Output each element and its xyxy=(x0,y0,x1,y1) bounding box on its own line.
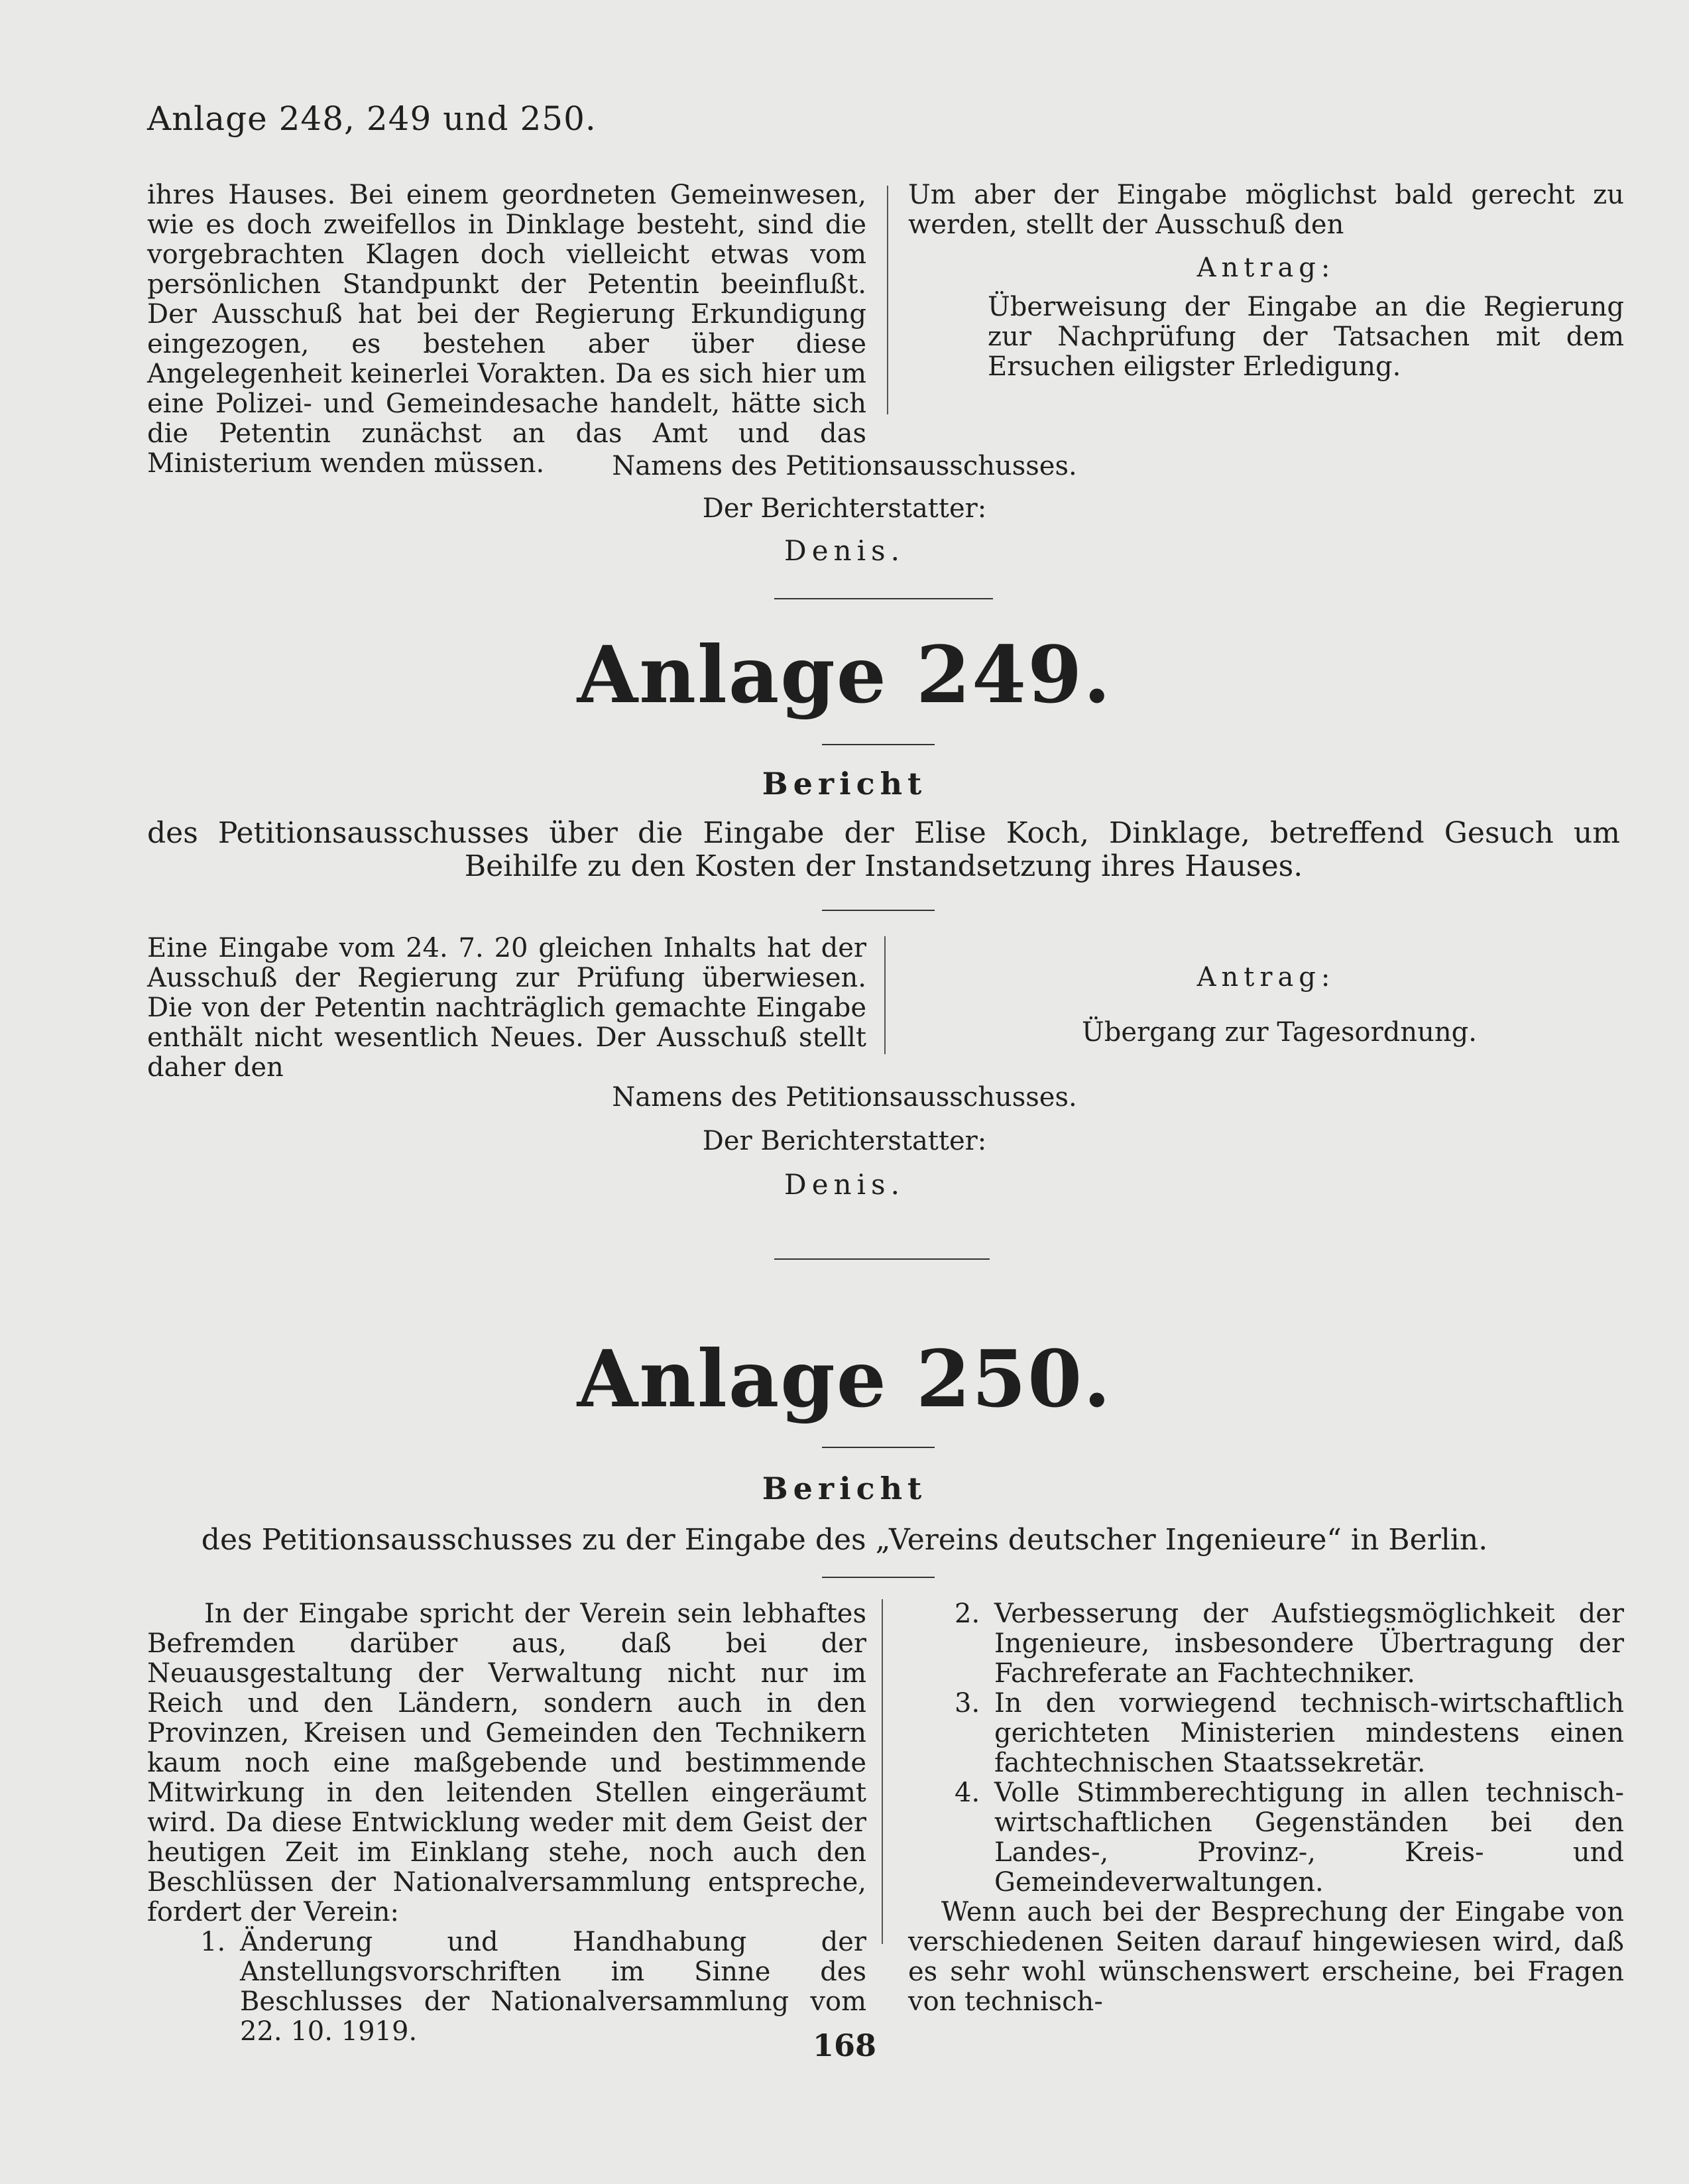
a250-left-column xyxy=(147,1599,866,2047)
page-number: 168 xyxy=(812,2028,877,2063)
a249-left-column xyxy=(147,934,866,1083)
a248-right-column xyxy=(908,180,1624,382)
section-separator xyxy=(774,1258,990,1260)
a249-signature-role: Der Berichterstatter: xyxy=(702,1126,987,1156)
subtitle-rule xyxy=(822,1577,935,1578)
a250-title: Anlage 250. xyxy=(577,1333,1112,1425)
column-divider xyxy=(884,936,886,1054)
title-rule xyxy=(822,744,935,745)
column-divider xyxy=(882,1599,883,1944)
a248-signature-committee: Namens des Petitionsausschusses. xyxy=(612,451,1077,481)
a250-item-4 xyxy=(955,1778,1624,1898)
running-head: Anlage 248, 249 und 250. xyxy=(147,99,597,138)
a250-item-2 xyxy=(955,1599,1624,1689)
item-number: 4. xyxy=(955,1778,980,1808)
a249-antrag-text: Übergang zur Tagesordnung. xyxy=(1082,1017,1477,1048)
section-separator xyxy=(774,598,993,599)
item-text: Änderung und Handhabung der Anstellungsvorschriften im Sinne des Beschlusses der Nationalversammlung vom 22. 10. 1919. xyxy=(240,1927,866,2047)
item-number: 1. xyxy=(200,1927,226,1957)
item-number: 3. xyxy=(955,1688,980,1719)
a250-bericht-heading: Bericht xyxy=(762,1471,927,1506)
subtitle-rule xyxy=(822,910,935,911)
a250-right-paragraph: Wenn auch bei der Besprechung der Eingabe von verschiedenen Seiten darauf hingewiesen wird, daß es sehr wohl wünschenswert erscheine, bei Fragen von technisch- xyxy=(908,1897,1624,2017)
a250-subtitle: des Petitionsausschusses zu der Eingabe des „Vereins deutscher Ingenieure“ in Berlin. xyxy=(201,1523,1488,1557)
a248-signature-role: Der Berichterstatter: xyxy=(702,493,987,524)
a249-subtitle: des Petitionsausschusses über die Eingabe der Elise Koch, Dinklage, betreffend Gesuch um Beihilfe zu den Kosten der Instandsetzung ihres Hauses. xyxy=(147,816,1620,883)
a250-item-3 xyxy=(955,1689,1624,1778)
a248-antrag-label: Antrag: xyxy=(1196,253,1336,283)
a249-signature-name: Denis. xyxy=(784,1168,905,1201)
a249-signature-committee: Namens des Petitionsausschusses. xyxy=(612,1082,1077,1113)
item-number: 2. xyxy=(955,1599,980,1629)
a248-right-paragraph: Um aber der Eingabe möglichst bald gerecht zu werden, stellt der Ausschuß den xyxy=(908,180,1624,240)
a248-signature-name: Denis. xyxy=(784,534,905,567)
a249-title: Anlage 249. xyxy=(577,629,1112,721)
a250-items-list xyxy=(908,1599,1624,1898)
item-text: Volle Stimmberechtigung in allen technisch-wirtschaftlichen Gegenständen bei den Landes-, Provinz-, Kreis- und Gemeindeverwaltungen. xyxy=(994,1778,1624,1898)
a249-right-column xyxy=(908,963,1624,1048)
a248-antrag-text: Überweisung der Eingabe an die Regierung zur Nachprüfung der Tatsachen mit dem Ersuchen eiligster Erledigung. xyxy=(988,292,1624,382)
a249-bericht-heading: Bericht xyxy=(762,766,927,802)
a248-left-column xyxy=(147,180,866,479)
column-divider xyxy=(887,186,888,414)
a250-right-column xyxy=(908,1599,1624,2017)
item-text: Verbesserung der Aufstiegsmöglichkeit der Ingenieure, insbesondere Übertragung der Fachreferate an Fachtechniker. xyxy=(994,1599,1624,1689)
a248-left-paragraph: ihres Hauses. Bei einem geordneten Gemeinwesen, wie es doch zweifellos in Dinklage besteht, sind die vorgebrachten Klagen doch vielleicht etwas vom persönlichen Standpunkt der Petentin beeinflußt. Der Ausschuß hat bei der Regierung Erkundigung eingezogen, es bestehen aber über diese Angelegenheit keinerlei Vorakten. Da es sich hier um eine Polizei- und Gemeindesache handelt, hätte sich die Petentin zunächst an das Amt und das Ministerium wenden müssen. xyxy=(147,180,866,479)
a249-antrag-label: Antrag: xyxy=(1196,962,1336,993)
a249-left-paragraph: Eine Eingabe vom 24. 7. 20 gleichen Inhalts hat der Ausschuß der Regierung zur Prüfung überwiesen. Die von der Petentin nachträglich gemachte Eingabe enthält nicht wesentlich Neues. Der Ausschuß stellt daher den xyxy=(147,933,866,1083)
a250-left-paragraph: In der Eingabe spricht der Verein sein lebhaftes Befremden darüber aus, daß bei der Neuausgestaltung der Verwaltung nicht nur im Reich und den Ländern, sondern auch in den Provinzen, Kreisen und Gemeinden den Technikern kaum noch eine maßgebende und bestimmende Mitwirkung in den leitenden Stellen eingeräumt wird. Da diese Entwicklung weder mit dem Geist der heutigen Zeit im Einklang stehe, noch auch den Beschlüssen der Nationalversammlung entspreche, fordert der Verein: xyxy=(147,1599,866,1927)
item-text: In den vorwiegend technisch-wirtschaftlich gerichteten Ministerien mindestens einen fachtechnischen Staatssekretär. xyxy=(994,1688,1624,1778)
title-rule xyxy=(822,1447,935,1448)
